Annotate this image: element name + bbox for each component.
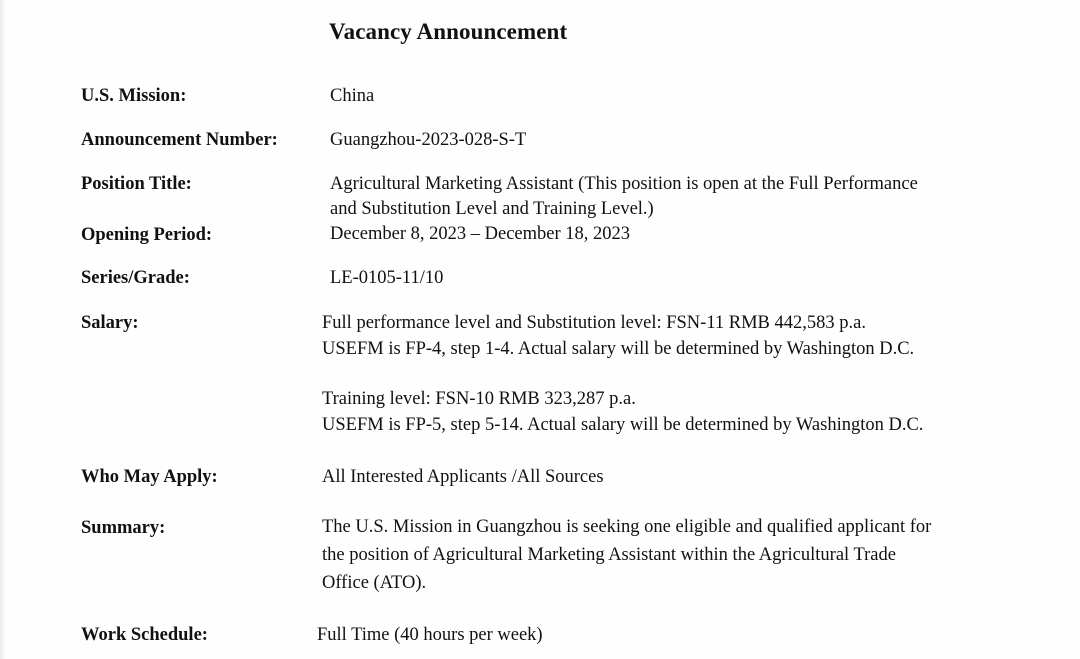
mission-label: U.S. Mission: <box>81 86 187 106</box>
salary-training-line-1: Training level: FSN-10 RMB 323,287 p.a. <box>322 389 636 409</box>
announcement-number-label: Announcement Number: <box>81 130 278 150</box>
opening-period-value: December 8, 2023 – December 18, 2023 <box>330 224 631 244</box>
series-grade-value: LE-0105-11/10 <box>330 268 444 288</box>
document-title: Vacancy Announcement <box>329 19 568 44</box>
summary-line-2: the position of Agricultural Marketing Assistant within the Agricultural Trade <box>322 545 896 565</box>
mission-value: China <box>330 86 375 106</box>
summary-line-1: The U.S. Mission in Guangzhou is seeking one eligible and qualified applicant for <box>322 517 932 537</box>
position-title-label: Position Title: <box>81 174 192 194</box>
opening-period-label: Opening Period: <box>81 225 213 245</box>
work-schedule-value: Full Time (40 hours per week) <box>317 625 543 645</box>
work-schedule-label: Work Schedule: <box>81 625 208 645</box>
page-edge-shadow <box>0 0 6 659</box>
summary-line-3: Office (ATO). <box>322 573 427 593</box>
salary-label: Salary: <box>81 313 139 333</box>
position-title-line-1: Agricultural Marketing Assistant (This position is open at the Full Performance <box>330 174 918 194</box>
who-may-apply-value: All Interested Applicants /All Sources <box>322 467 604 487</box>
salary-full-line-2: USEFM is FP-4, step 1-4. Actual salary will be determined by Washington D.C. <box>322 339 915 359</box>
salary-full-line-1: Full performance level and Substitution level: FSN-11 RMB 442,583 p.a. <box>322 313 866 333</box>
announcement-number-value: Guangzhou-2023-028-S-T <box>330 130 527 150</box>
salary-training-line-2: USEFM is FP-5, step 5-14. Actual salary will be determined by Washington D.C. <box>322 415 924 435</box>
summary-label: Summary: <box>81 518 166 538</box>
position-title-line-2: and Substitution Level and Training Level.) <box>330 199 654 219</box>
series-grade-label: Series/Grade: <box>81 268 190 288</box>
who-may-apply-label: Who May Apply: <box>81 467 218 487</box>
